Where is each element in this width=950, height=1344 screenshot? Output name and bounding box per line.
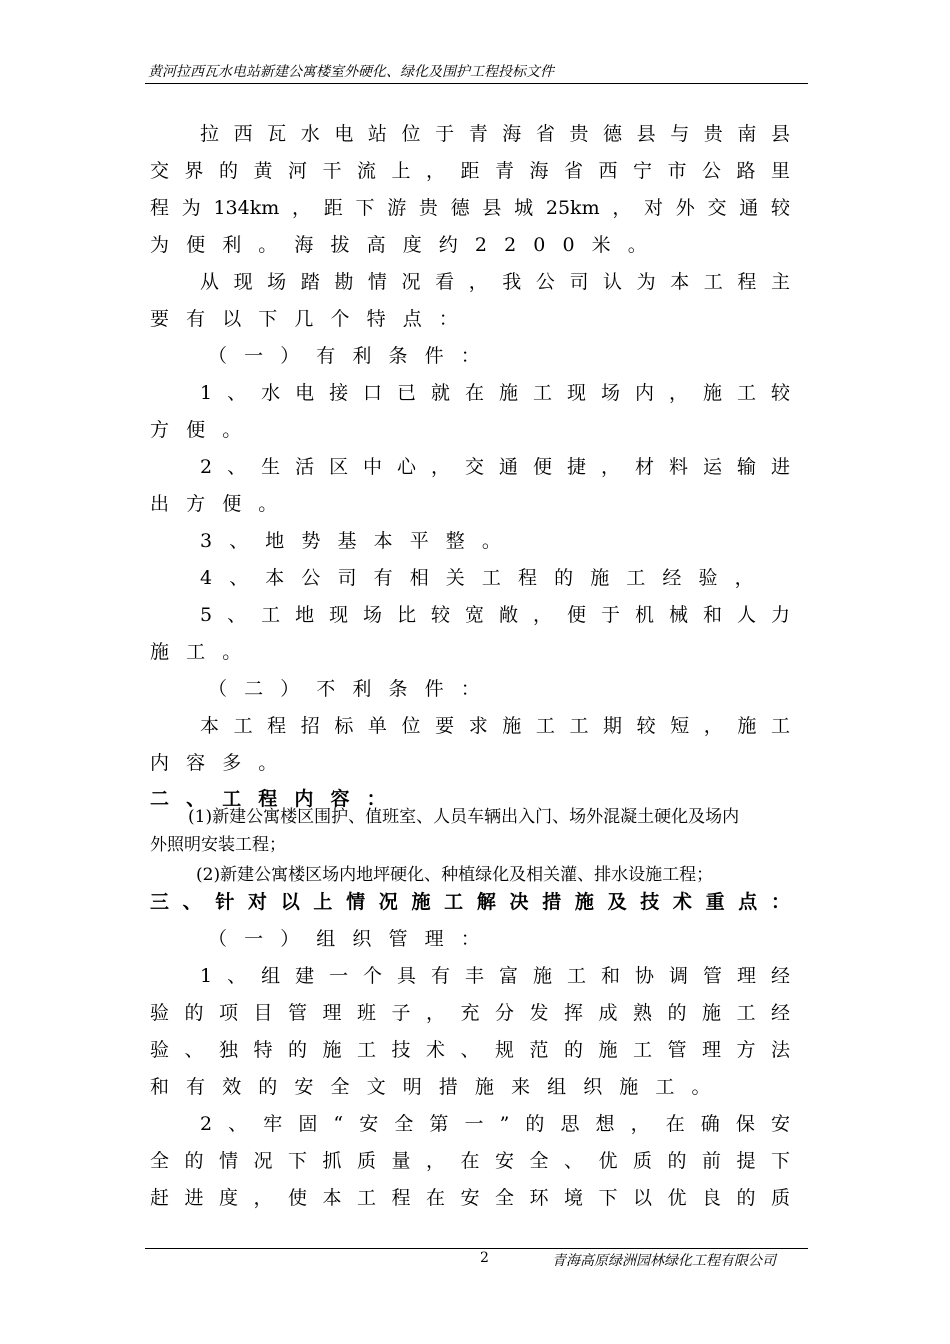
list-item: 1、组建一个具有丰富施工和协调管理经 — [200, 965, 790, 987]
paragraph-line: 从现场踏勘情况看，我公司认为本工程主 — [200, 271, 790, 293]
list-item-continued: 赶进度，使本工程在安全环境下以优良的质 — [150, 1187, 790, 1209]
header-divider — [145, 83, 808, 84]
list-item: 2、生活区中心，交通便捷，材料运输进 — [200, 456, 790, 478]
list-item-continued: 和有效的安全文明措施来组织施工。 — [150, 1076, 728, 1098]
paragraph-line: 内容多。 — [150, 752, 295, 774]
section-heading: （一）组织管理： — [208, 928, 497, 950]
paragraph-line: 要有以下几个特点： — [150, 308, 475, 330]
chapter-heading: 三、针对以上情况施工解决措施及技术重点： — [150, 891, 790, 913]
paragraph-line: (2)新建公寓楼区场内地坪硬化、种植绿化及相关灌、排水设施工程； — [196, 865, 714, 885]
section-heading: （二）不利条件： — [208, 678, 497, 700]
paragraph-line: 为便利。海拔高度约2200米。 — [150, 234, 664, 256]
list-item: 1、水电接口已就在施工现场内，施工较 — [200, 382, 790, 404]
footer-divider — [145, 1248, 808, 1249]
list-item-continued: 方便。 — [150, 419, 259, 441]
list-item: 2、牢固“安全第一”的思想，在确保安 — [200, 1113, 790, 1135]
list-item: 5、工地现场比较宽敞，便于机械和人力 — [200, 604, 790, 626]
paragraph-line: 外照明安装工程； — [150, 835, 286, 855]
paragraph-line: 程为134km，距下游贵德县城25km，对外交通较 — [150, 197, 790, 219]
list-item-continued: 验的项目管理班子，充分发挥成熟的施工经 — [150, 1002, 790, 1024]
list-item-continued: 出方便。 — [150, 493, 295, 515]
page-number: 2 — [480, 1250, 489, 1266]
paragraph-line: (1)新建公寓楼区围护、值班室、人员车辆出入门、场外混凝土硬化及场内 — [188, 807, 740, 827]
footer-company-name: 青海高原绿洲园林绿化工程有限公司 — [552, 1253, 776, 1269]
paragraph-line: 本工程招标单位要求施工工期较短，施工 — [200, 715, 790, 737]
list-item: 3、地势基本平整。 — [200, 530, 518, 552]
paragraph-line: 拉西瓦水电站位于青海省贵德县与贵南县 — [200, 123, 790, 145]
list-item: 4、本公司有相关工程的施工经验， — [200, 567, 771, 589]
running-header: 黄河拉西瓦水电站新建公寓楼室外硬化、绿化及围护工程投标文件 — [148, 64, 554, 80]
paragraph-line: 交界的黄河干流上，距青海省西宁市公路里 — [150, 160, 790, 182]
list-item-continued: 全的情况下抓质量，在安全、优质的前提下 — [150, 1150, 790, 1172]
chapter-heading: 二、工程内容： — [150, 788, 403, 810]
section-heading: （一）有利条件： — [208, 345, 497, 367]
list-item-continued: 施工。 — [150, 641, 259, 663]
list-item-continued: 验、独特的施工技术、规范的施工管理方法 — [150, 1039, 790, 1061]
